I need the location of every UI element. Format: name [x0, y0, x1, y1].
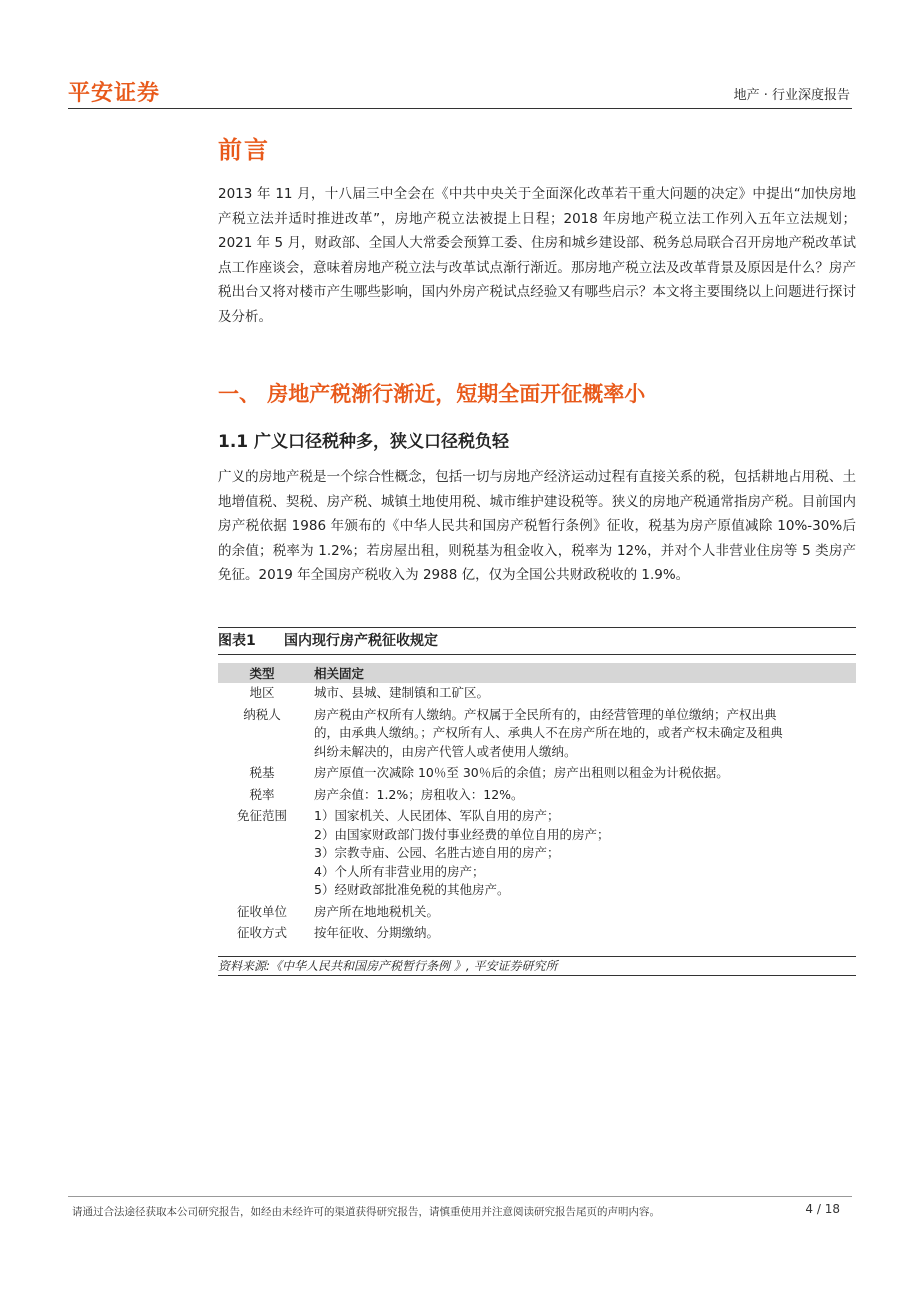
- row-content-line: 纠纷未解决的，由房产代管人或者使用人缴纳。: [314, 743, 577, 759]
- page-number: 4 / 18: [805, 1202, 840, 1216]
- row-content: [306, 763, 856, 785]
- row-content-line: 房产余值：1.2%；房租收入：12%。: [314, 786, 524, 802]
- row-type: 征收方式: [236, 925, 287, 940]
- row-content: [306, 902, 856, 924]
- sub-section-title: 1.1 广义口径税种多，狭义口径税负轻: [218, 432, 510, 452]
- header-divider: [68, 108, 852, 109]
- preface-paragraph: 2013 年 11 月，十八届三中全会在《中共中央关于全面深化改革若干重大问题的决定》中提出“加快房地产税立法并适时推进改革”，房地产税立法被提上日程；2018 年房地产税立法工作列入五年立法规划；2021 年 5 月，财政部、全国人大常委会预算工委、住房和城乡建设部、税务总局联合召开房地产税改革试点工作座谈会，意味着房地产税立法与改革试点渐行渐近。那房地产税立法及改革背景及原因是什么？房产税出台又将对楼市产生哪些影响，国内外房产税试点经验又有哪些启示？本文将主要围绕以上问题进行探讨及分析。: [218, 186, 856, 325]
- table-row: [218, 763, 856, 785]
- row-content-line: 2）由国家财政部门拨付事业经费的单位自用的房产；: [314, 826, 610, 842]
- row-content-line: 3）宗教寺庙、公园、名胜古迹自用的房产；: [314, 845, 560, 860]
- table-row: [218, 683, 856, 705]
- table-row: [218, 902, 856, 924]
- preface-title: 前言: [218, 136, 270, 164]
- table-row: [218, 923, 856, 945]
- row-content: [306, 923, 856, 945]
- row-content-line: 房产所在地地税机关。: [314, 903, 440, 919]
- row-type: 征收单位: [236, 903, 287, 919]
- row-content-line: 的，由承典人缴纳。；产权所有人、承典人不在房产所在地的，或者产权未确定及租典: [314, 725, 783, 740]
- table-row: [218, 806, 856, 902]
- row-content-line: 4）个人所有非营业用的房产；: [314, 863, 485, 879]
- figure-title: 国内现行房产税征收规定: [284, 633, 438, 649]
- row-content: [306, 683, 856, 705]
- figure-source: 资料来源:《中华人民共和国房产税暂行条例 》, 平安证券研究所: [218, 956, 856, 976]
- table-header-row: [218, 663, 856, 683]
- figure-number: 图表1: [218, 633, 256, 649]
- row-content-line: 房产原值一次减除 10％至 30％后的余值；房产出租则以租金为计税依据。: [314, 765, 729, 780]
- footer-disclaimer: 请通过合法途径获取本公司研究报告，如经由未经许可的渠道获得研究报告，请慎重使用并注意阅读研究报告尾页的声明内容。: [72, 1206, 660, 1218]
- section-paragraph: 广义的房地产税是一个综合性概念，包括一切与房地产经济运动过程有直接关系的税，包括耕地占用税、土地增值税、契税、房产税、城镇土地使用税、城市维护建设税等。狭义的房地产税通常指房产税。目前国内房产税依据 1986 年颁布的《中华人民共和国房产税暂行条例》征收，税基为房产原值减除 10%-30%后的余值；税率为 1.2%；若房屋出租，则税基为租金收入，税率为 12%，并对个人非营业住房等 5 类房产免征。2019 年全国房产税收入为 2988 亿，仅为全国公共财政税收的 1.9%。: [218, 469, 856, 583]
- table-row: [218, 785, 856, 807]
- header-content: 相关固定: [306, 663, 856, 683]
- row-type: 税基: [249, 765, 275, 780]
- footer-divider: [68, 1196, 852, 1197]
- tax-rules-table: [218, 663, 856, 945]
- row-content-line: 房产税由产权所有人缴纳。产权属于全民所有的，由经营管理的单位缴纳；产权出典: [314, 706, 777, 722]
- row-content: [306, 705, 856, 764]
- table-row: [218, 705, 856, 764]
- row-type: 免征范围: [236, 808, 287, 823]
- row-content-line: 按年征收、分期缴纳。: [314, 925, 440, 940]
- row-content: [306, 806, 856, 902]
- report-type: 地产 · 行业深度报告: [733, 88, 850, 103]
- row-type: 税率: [249, 786, 275, 802]
- row-content-line: 5）经财政部批准免税的其他房产。: [314, 882, 510, 897]
- figure-title-bar: [218, 627, 856, 655]
- section-title: 一、 房地产税渐行渐近，短期全面开征概率小: [218, 382, 646, 406]
- row-content-line: 城市、县城、建制镇和工矿区。: [314, 685, 490, 700]
- row-type: 纳税人: [243, 706, 281, 722]
- header-type: 类型: [218, 663, 306, 683]
- row-content-line: 1）国家机关、人民团体、军队自用的房产；: [314, 808, 560, 823]
- row-type: 地区: [249, 685, 275, 700]
- row-content: [306, 785, 856, 807]
- company-logo: 平安证券: [68, 81, 161, 106]
